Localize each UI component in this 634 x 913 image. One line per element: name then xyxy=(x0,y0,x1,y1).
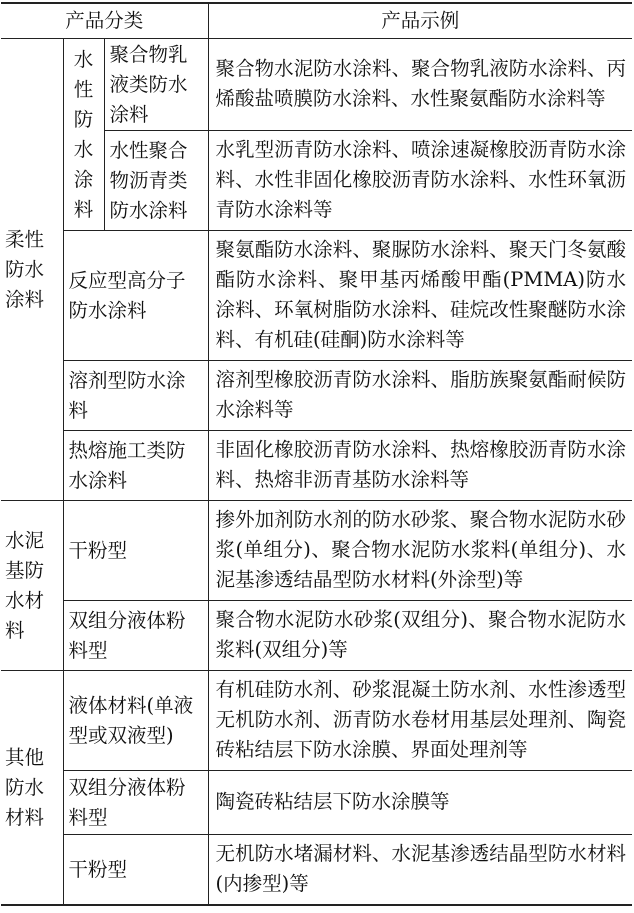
row-examples: 陶瓷砖粘结层下防水涂膜等 xyxy=(208,771,632,835)
group-waterbased-coatings: 水性防水涂料 xyxy=(63,39,104,231)
table-row xyxy=(1,835,632,906)
row-examples: 无机防水堵漏材料、水泥基渗透结晶型防水材料(内掺型)等 xyxy=(208,835,632,906)
row-name: 水性聚合物沥青类防水涂料 xyxy=(104,131,208,231)
row-examples: 溶剂型橡胶沥青防水涂料、脂肪族聚氨酯耐候防水涂料等 xyxy=(208,361,632,431)
table-row xyxy=(1,39,632,131)
header-category: 产品分类 xyxy=(1,3,208,39)
row-name: 反应型高分子防水涂料 xyxy=(63,231,208,361)
table-row xyxy=(1,501,632,601)
row-examples: 聚合物水泥防水砂浆(双组分)、聚合物水泥防水浆料(双组分)等 xyxy=(208,601,632,671)
table-row xyxy=(1,231,632,361)
row-name: 热熔施工类防水涂料 xyxy=(63,431,208,501)
table-row xyxy=(1,771,632,835)
row-examples: 聚氨酯防水涂料、聚脲防水涂料、聚天门冬氨酸酯防水涂料、聚甲基丙烯酸甲酯(PMMA)防水涂料、环氧树脂防水涂料、硅烷改性聚醚防水涂料、有机硅(硅酮)防水涂料等 xyxy=(208,231,632,361)
table-row xyxy=(1,671,632,771)
table-row xyxy=(1,361,632,431)
row-examples: 非固化橡胶沥青防水涂料、热熔橡胶沥青防水涂料、热熔非沥青基防水涂料等 xyxy=(208,431,632,501)
product-classification-table xyxy=(1,2,632,906)
row-name: 双组分液体粉料型 xyxy=(63,601,208,671)
group-cement-materials: 水泥基防水材料 xyxy=(1,501,63,671)
group-other-materials: 其他防水材料 xyxy=(1,671,63,906)
row-name: 双组分液体粉料型 xyxy=(63,771,208,835)
row-name: 干粉型 xyxy=(63,501,208,601)
row-examples: 掺外加剂防水剂的防水砂浆、聚合物水泥防水砂浆(单组分)、聚合物水泥防水浆料(单组分)、水泥基渗透结晶型防水材料(外涂型)等 xyxy=(208,501,632,601)
row-name: 聚合物乳液类防水涂料 xyxy=(104,39,208,131)
table-row xyxy=(1,431,632,501)
row-examples: 聚合物水泥防水涂料、聚合物乳液防水涂料、丙烯酸盐喷膜防水涂料、水性聚氨酯防水涂料等 xyxy=(208,39,632,131)
group-flexible-coatings: 柔性防水涂料 xyxy=(1,39,63,501)
table-row xyxy=(1,601,632,671)
row-name: 液体材料(单液型或双液型) xyxy=(63,671,208,771)
row-examples: 有机硅防水剂、砂浆混凝土防水剂、水性渗透型无机防水剂、沥青防水卷材用基层处理剂、陶瓷砖粘结层下防水涂膜、界面处理剂等 xyxy=(208,671,632,771)
row-name: 溶剂型防水涂料 xyxy=(63,361,208,431)
header-examples: 产品示例 xyxy=(208,3,632,39)
row-name: 干粉型 xyxy=(63,835,208,906)
table-header-row xyxy=(1,3,632,39)
row-examples: 水乳型沥青防水涂料、喷涂速凝橡胶沥青防水涂料、水性非固化橡胶沥青防水涂料、水性环氧沥青防水涂料等 xyxy=(208,131,632,231)
